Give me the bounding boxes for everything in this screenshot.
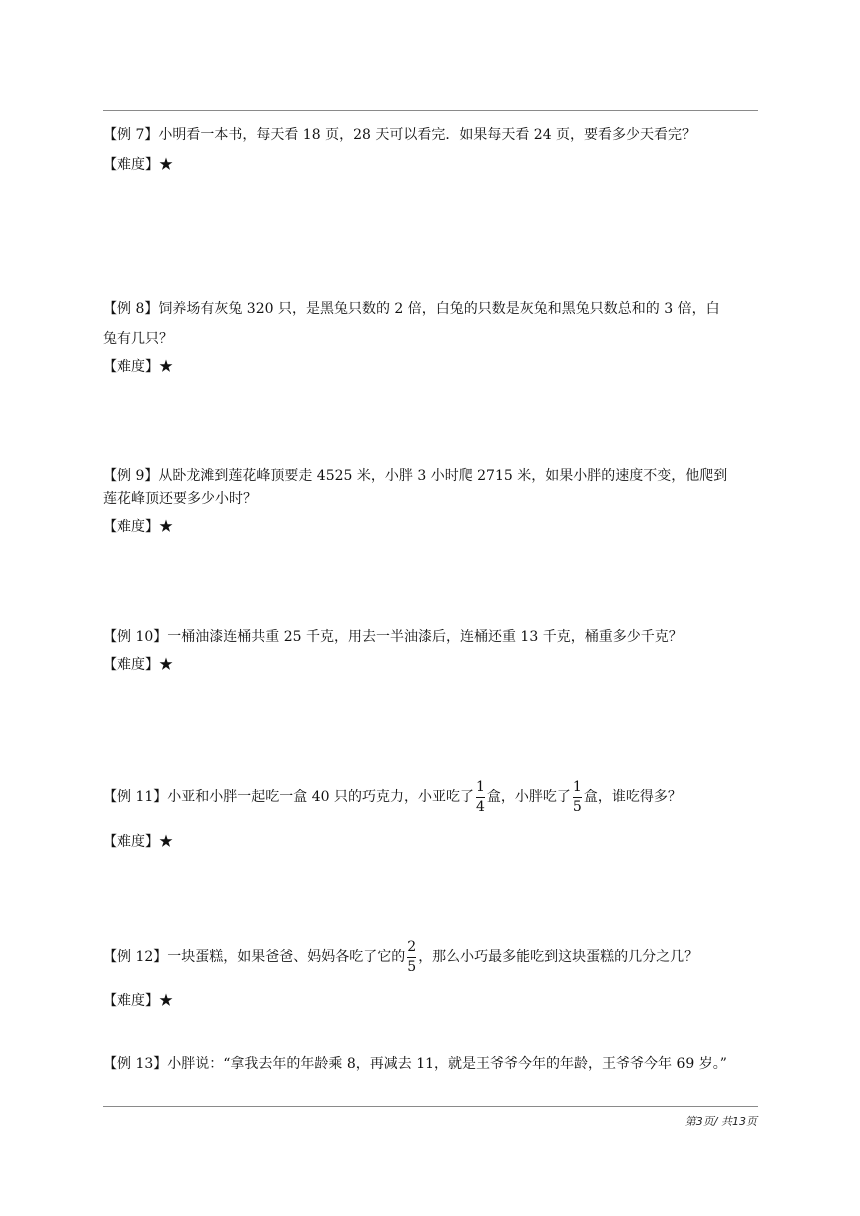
problem-12-text-1: 【例 12】一块蛋糕，如果爸爸、妈妈各吃了它的 <box>103 949 406 965</box>
problem-11-difficulty: 【难度】★ <box>103 834 173 850</box>
header-rule <box>103 110 758 111</box>
problem-8-line-1: 【例 8】饲养场有灰兔 320 只，是黑兔只数的 2 倍，白兔的只数是灰兔和黑兔只数总和的 3 倍，白 <box>103 301 720 317</box>
problem-7-line-1: 【例 7】小明看一本书，每天看 18 页，28 天可以看完．如果每天看 24 页，要看多少天看完？ <box>103 127 697 143</box>
fraction-numerator: 2 <box>407 938 417 955</box>
fraction-denominator: 5 <box>407 958 417 975</box>
footer-rule <box>103 1106 758 1107</box>
problem-10-difficulty: 【难度】★ <box>103 657 173 673</box>
problem-9-line-1: 【例 9】从卧龙滩到莲花峰顶要走 4525 米，小胖 3 小时爬 2715 米，如果小胖的速度不变，他爬到 <box>103 468 728 484</box>
fraction-bar <box>476 797 485 798</box>
problem-12-line-1 <box>103 937 698 977</box>
fraction-numerator: 1 <box>475 778 485 795</box>
fraction-bar <box>407 957 416 958</box>
problem-8-line-2: 兔有几只？ <box>103 331 173 347</box>
problem-12-difficulty: 【难度】★ <box>103 993 173 1009</box>
problem-10-line-1: 【例 10】一桶油漆连桶共重 25 千克，用去一半油漆后，连桶还重 13 千克，桶重多少千克？ <box>103 629 683 645</box>
fraction-one-quarter <box>476 779 485 816</box>
problem-11-text-2: 盒，小胖吃了 <box>486 789 571 805</box>
problem-9-difficulty: 【难度】★ <box>103 519 173 535</box>
problem-13-line-1: 【例 13】小胖说：“拿我去年的年龄乘 8，再减去 11，就是王爷爷今年的年龄，王爷爷今年 69 岁。” <box>103 1056 727 1072</box>
fraction-bar <box>573 797 582 798</box>
problem-11-line-1 <box>103 777 682 817</box>
problem-8-difficulty: 【难度】★ <box>103 359 173 375</box>
fraction-two-fifths <box>407 939 416 976</box>
page-number: 第3页/ 共13页 <box>684 1115 757 1128</box>
problem-7-difficulty: 【难度】★ <box>103 157 173 173</box>
problem-11-text-3: 盒，谁吃得多？ <box>583 789 682 805</box>
problem-11-text-1: 【例 11】小亚和小胖一起吃一盒 40 只的巧克力，小亚吃了 <box>103 789 474 805</box>
fraction-denominator: 4 <box>475 798 485 815</box>
fraction-denominator: 5 <box>572 798 582 815</box>
fraction-one-fifth <box>573 779 582 816</box>
fraction-numerator: 1 <box>572 778 582 795</box>
problem-12-text-2: ，那么小巧最多能吃到这块蛋糕的几分之几？ <box>418 949 699 965</box>
problem-9-line-2: 莲花峰顶还要多少小时？ <box>103 491 257 507</box>
